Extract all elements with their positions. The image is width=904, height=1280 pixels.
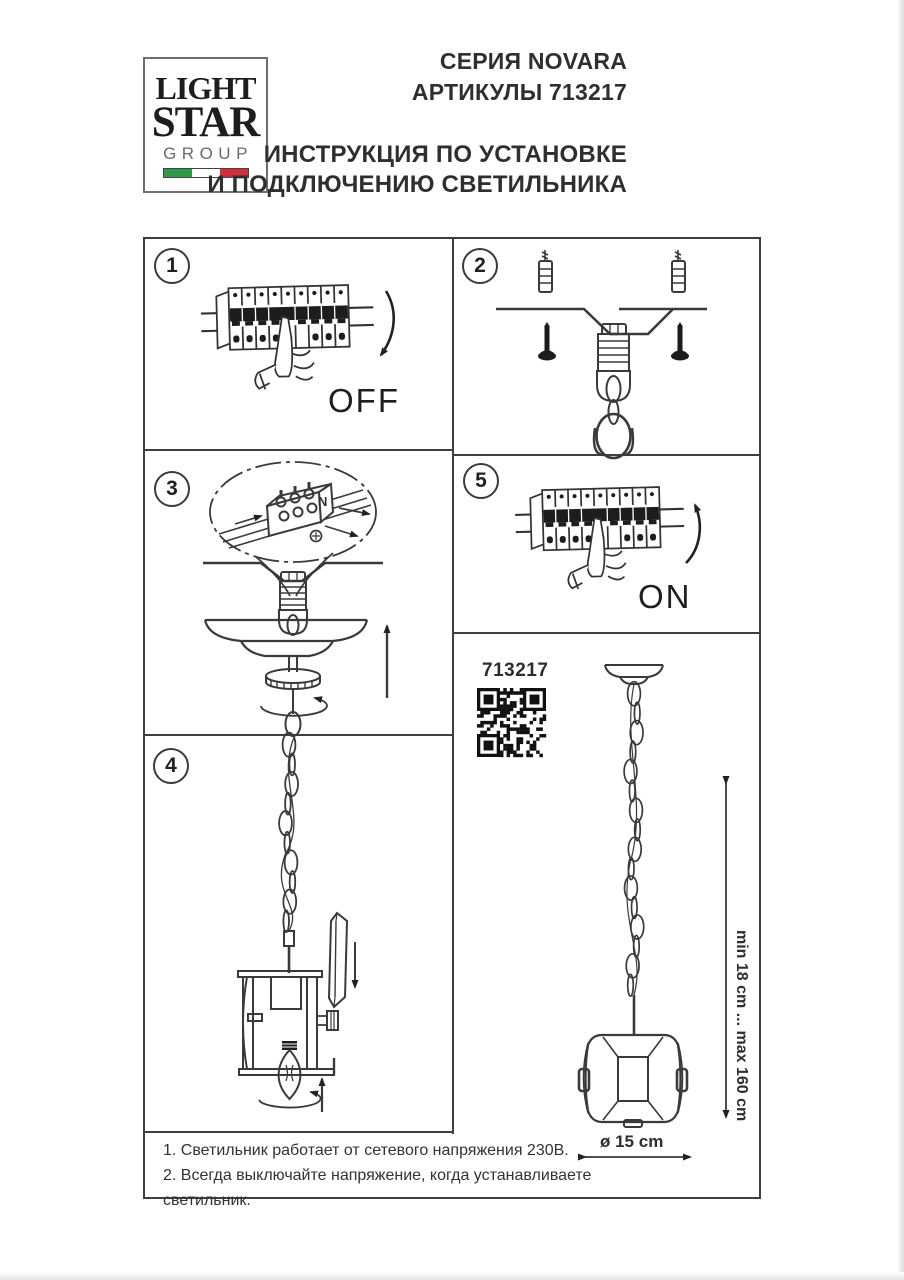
footnote-2: 2. Всегда выключайте напряжение, когда устанавливаете светильник.	[163, 1167, 592, 1209]
breaker-panel-icon	[200, 284, 375, 391]
terminal-block-icon	[267, 482, 333, 536]
instruction-title-line1: ИНСТРУКЦИЯ ПО УСТАНОВКЕ	[263, 141, 627, 168]
neutral-wire-label: N	[318, 494, 328, 509]
wall-plug-icon	[672, 250, 685, 292]
glass-panel-icon	[329, 913, 347, 1007]
step-number-3: 3	[154, 471, 190, 507]
instruction-title-line2: И ПОДКЛЮЧЕНИЮ СВЕТИЛЬНИКА	[207, 171, 627, 198]
canopy-icon	[205, 620, 367, 656]
footnotes	[163, 1138, 643, 1213]
diameter-label: ø 15 cm	[600, 1132, 664, 1151]
page-edge-shadow	[0, 1272, 904, 1280]
article-number-label: 713217	[482, 660, 549, 681]
screw-icon	[538, 322, 556, 361]
series-title: СЕРИЯ NOVARA	[439, 48, 627, 74]
chain-holder-icon	[594, 371, 633, 458]
shade-icon	[579, 1035, 687, 1127]
article-title: АРТИКУЛЫ 713217	[411, 79, 627, 105]
page-edge-shadow	[897, 0, 904, 1280]
arrow-up-icon	[686, 505, 700, 563]
qr-code	[477, 688, 546, 757]
step-number-1: 1	[154, 248, 190, 284]
screw-icon	[671, 322, 689, 361]
logo-text-light: LIGHT	[155, 70, 256, 106]
arrow-down-icon	[381, 291, 394, 355]
logo-text-star: STAR	[151, 99, 260, 146]
side-screw-icon	[317, 1011, 338, 1030]
off-label: OFF	[328, 382, 400, 419]
step2-diagram	[452, 237, 761, 455]
step-number-5: 5	[463, 463, 499, 499]
header	[207, 46, 627, 200]
product-spec-diagram	[452, 633, 761, 1199]
threaded-tube-icon	[598, 334, 629, 371]
breaker-panel-icon	[515, 486, 686, 590]
wall-plug-icon	[539, 250, 552, 292]
logo-text-group: GROUP	[163, 144, 253, 163]
step4-diagram	[143, 735, 452, 1132]
footnote-1: 1. Светильник работает от сетевого напряжения 230В.	[163, 1142, 569, 1159]
knurled-nut-icon	[266, 669, 320, 690]
height-range-label: min 18 cm ... max 160 cm	[733, 930, 750, 1122]
on-label: ON	[638, 578, 692, 615]
lamp-frame-icon	[238, 971, 334, 1075]
step-number-4: 4	[153, 748, 189, 784]
step-number-2: 2	[462, 248, 498, 284]
